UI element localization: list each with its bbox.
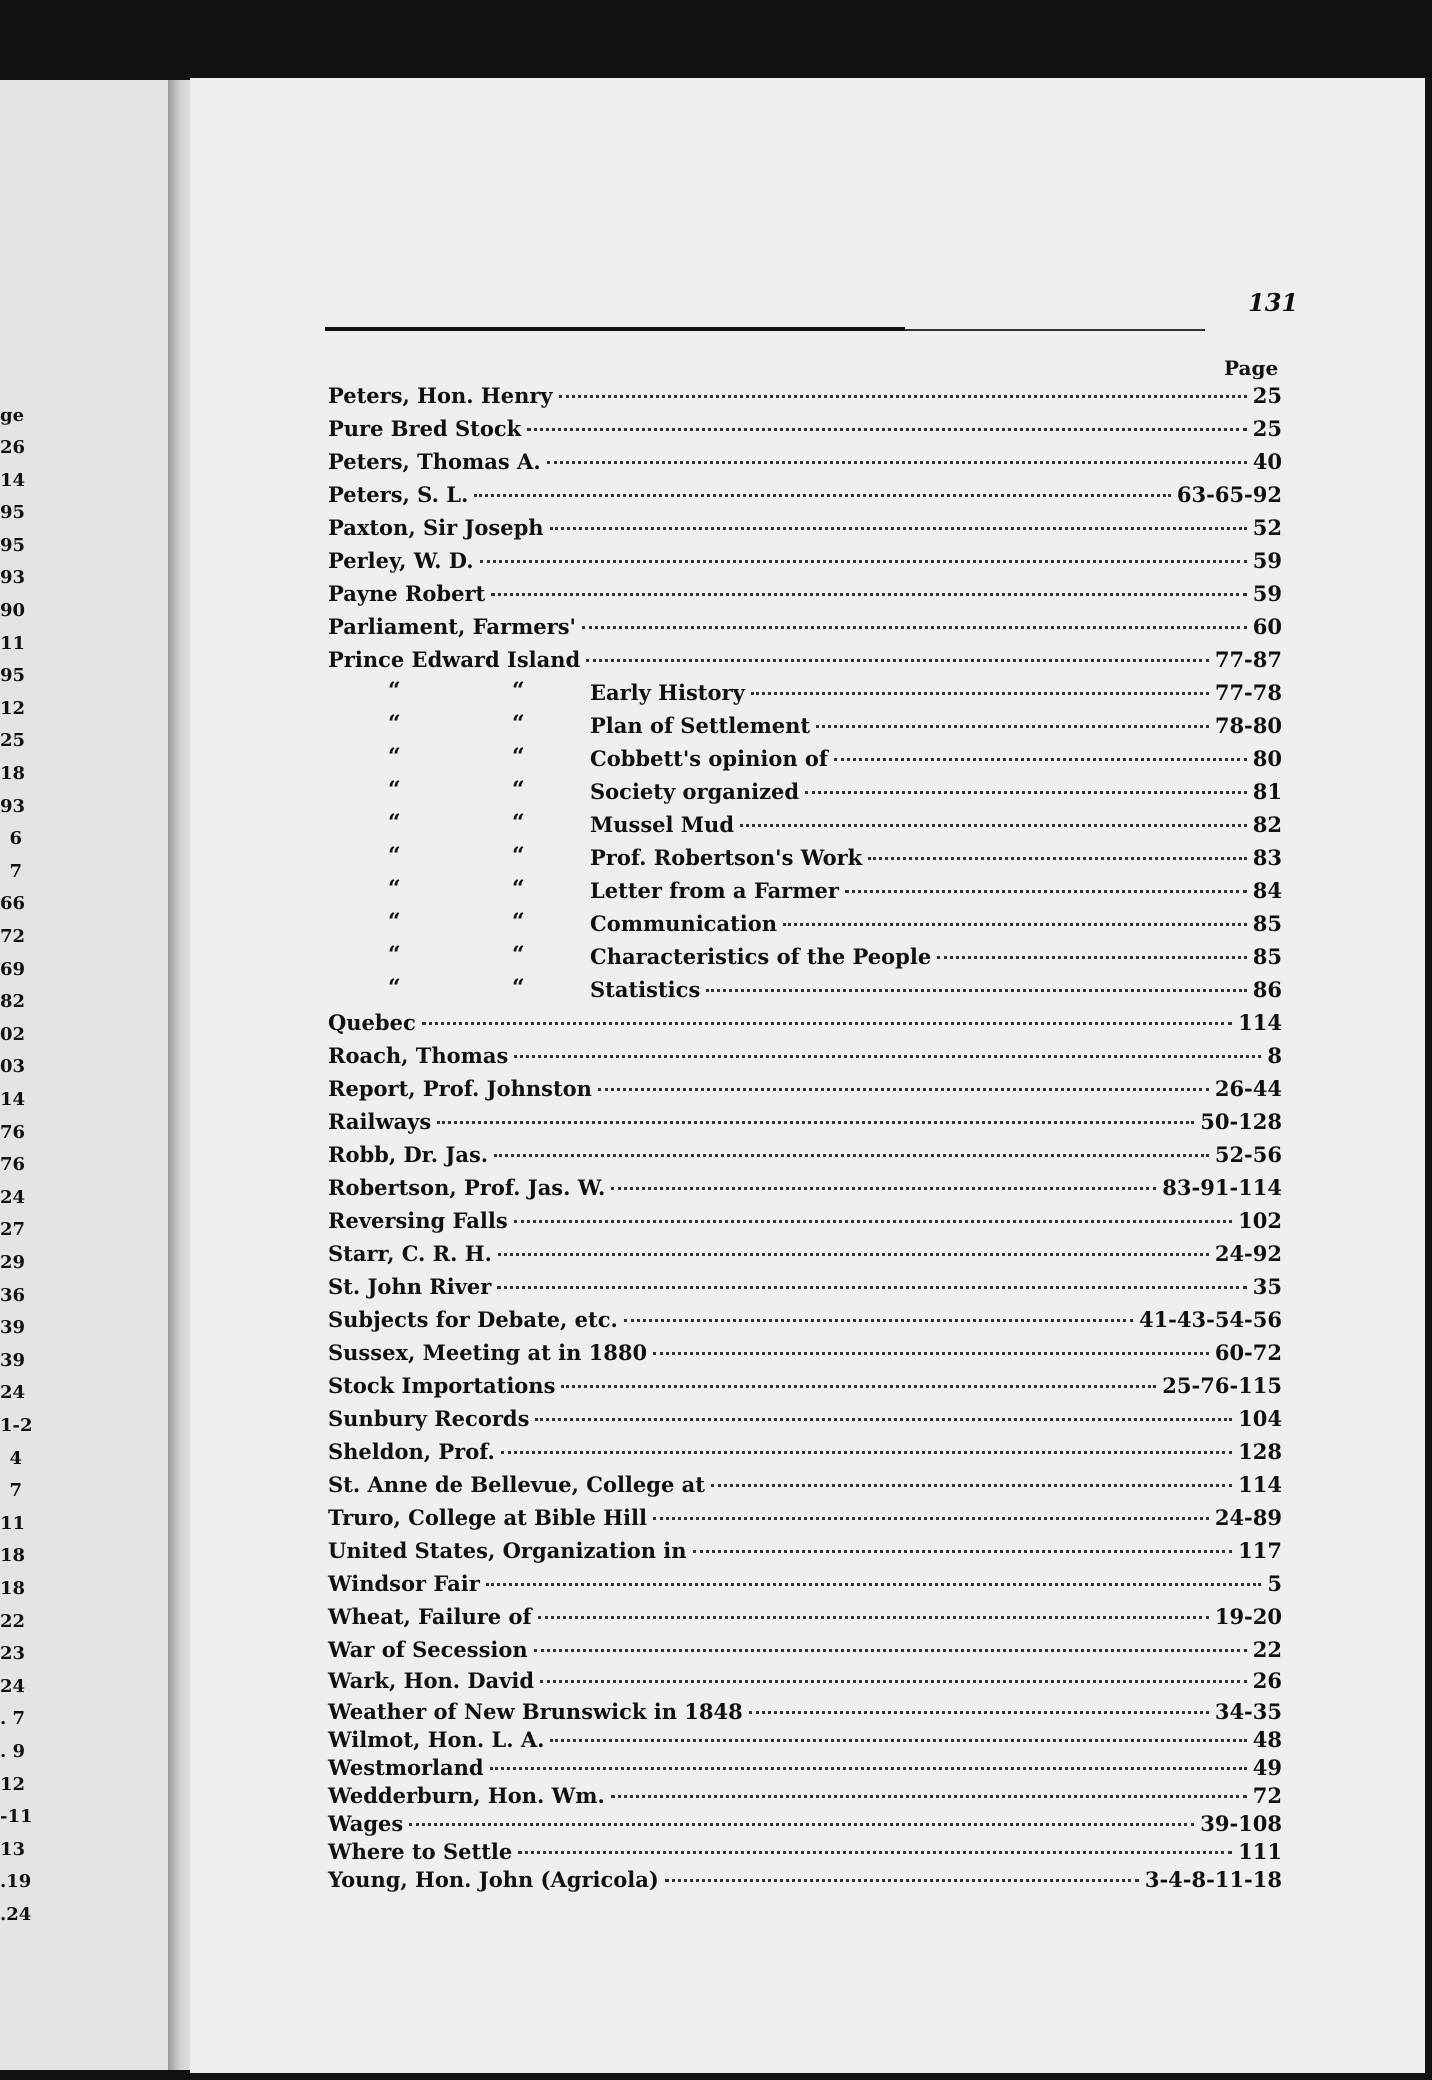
index-subentry: [590, 944, 1282, 974]
ditto-mark-2: “: [512, 909, 525, 935]
ditto-mark-2: “: [512, 876, 525, 902]
index-entry: [328, 1439, 1282, 1469]
entry-pages: 25: [1252, 416, 1282, 441]
entry-label: Wheat, Failure of: [328, 1604, 532, 1629]
dot-leader: [490, 1767, 1247, 1770]
dot-leader: [816, 725, 1209, 728]
left-page-number: 24: [0, 1382, 26, 1404]
entry-pages: 26: [1252, 1668, 1282, 1693]
entry-pages: 48: [1252, 1727, 1282, 1752]
index-entry: [328, 1472, 1282, 1502]
entry-label: Wark, Hon. David: [328, 1668, 535, 1693]
entry-label: St. Anne de Bellevue, College at: [328, 1472, 705, 1497]
dot-leader: [805, 791, 1247, 794]
entry-pages: 25: [1252, 383, 1282, 408]
left-page-number: 7: [9, 860, 22, 882]
entry-pages: 3-4-8-11-18: [1144, 1867, 1282, 1892]
index-entry: [328, 383, 1282, 413]
dot-leader: [498, 1253, 1209, 1256]
entry-pages: 52-56: [1214, 1142, 1282, 1167]
entry-label: Robb, Dr. Jas.: [328, 1142, 489, 1167]
dot-leader: [514, 1055, 1261, 1058]
ditto-mark-2: “: [512, 843, 525, 869]
left-page-header-fragment: ge: [0, 405, 25, 426]
entry-label: Wages: [328, 1811, 404, 1836]
entry-pages: 34-35: [1214, 1699, 1282, 1724]
left-page-number: 76: [0, 1121, 26, 1143]
index-entry: [328, 449, 1282, 479]
entry-pages: 39-108: [1200, 1811, 1282, 1836]
index-entry: [328, 1208, 1282, 1238]
ditto-mark-1: “: [388, 876, 401, 902]
dot-leader: [845, 890, 1247, 893]
index-entry: [328, 1811, 1282, 1841]
left-page-number: 66: [0, 893, 26, 915]
index-entry: [328, 1637, 1282, 1667]
index-subentry: [590, 680, 1282, 710]
left-page-number: 69: [0, 958, 26, 980]
entry-pages: 5: [1267, 1571, 1282, 1596]
index-entry: [328, 1604, 1282, 1634]
header-rule: [325, 327, 905, 331]
left-page-number: 23: [0, 1643, 26, 1665]
left-page-number: 14: [0, 469, 26, 491]
left-page-number: 76: [0, 1154, 26, 1176]
ditto-mark-1: “: [388, 744, 401, 770]
ditto-mark-1: “: [388, 975, 401, 1001]
index-entry: [328, 647, 1282, 677]
left-page-number: 36: [0, 1284, 26, 1306]
entry-label: Roach, Thomas: [328, 1043, 509, 1068]
dot-leader: [538, 1616, 1209, 1619]
dot-leader: [561, 1385, 1156, 1388]
index-subentry: [590, 812, 1282, 842]
left-page-number: 6: [9, 828, 22, 850]
entry-label: Peters, Thomas A.: [328, 449, 541, 474]
dot-leader: [624, 1319, 1133, 1322]
ditto-mark-1: “: [388, 678, 401, 704]
dot-leader: [706, 989, 1247, 992]
left-page-number: 18: [0, 1578, 26, 1599]
entry-label: Where to Settle: [328, 1839, 513, 1864]
dot-leader: [514, 1220, 1233, 1223]
dot-leader: [540, 1680, 1247, 1683]
entry-pages: 60-72: [1214, 1340, 1282, 1365]
dot-leader: [598, 1088, 1209, 1091]
ditto-mark-2: “: [512, 975, 525, 1001]
entry-label: Peters, S. L.: [328, 482, 469, 507]
left-page-number: 90: [0, 600, 26, 621]
dot-leader: [535, 1418, 1232, 1421]
dot-leader: [834, 758, 1247, 761]
entry-label: Westmorland: [328, 1755, 484, 1780]
dot-leader: [474, 494, 1171, 497]
left-page-number: 1-2: [0, 1415, 33, 1436]
index-entry: [328, 1668, 1282, 1698]
entry-label: Reversing Falls: [328, 1208, 508, 1233]
entry-label: Prof. Robertson's Work: [590, 845, 863, 870]
dot-leader: [497, 1286, 1246, 1289]
entry-label: Quebec: [328, 1010, 416, 1035]
index-entry: [328, 1406, 1282, 1436]
entry-pages: 49: [1252, 1755, 1282, 1780]
index-subentry: [590, 977, 1282, 1007]
left-page-number: 12: [0, 1773, 26, 1795]
entry-pages: 60: [1252, 614, 1282, 639]
dot-leader: [486, 1583, 1262, 1586]
entry-pages: 114: [1238, 1010, 1282, 1035]
ditto-mark-2: “: [512, 711, 525, 737]
entry-pages: 84: [1252, 878, 1282, 903]
entry-label: Parliament, Farmers': [328, 614, 576, 639]
entry-pages: 8: [1267, 1043, 1282, 1068]
entry-label: Early History: [590, 680, 745, 705]
left-page-number: 4: [9, 1447, 22, 1469]
entry-label: Communication: [590, 911, 778, 936]
entry-pages: 80: [1252, 746, 1282, 771]
entry-label: Wilmot, Hon. L. A.: [328, 1727, 545, 1752]
index-entry: [328, 1010, 1282, 1040]
dot-leader: [409, 1823, 1194, 1826]
index-subentry: [590, 845, 1282, 875]
entry-pages: 41-43-54-56: [1138, 1307, 1282, 1332]
index-entry: [328, 1839, 1282, 1869]
entry-pages: 128: [1238, 1439, 1282, 1464]
dot-leader: [494, 1154, 1209, 1157]
ditto-mark-1: “: [388, 909, 401, 935]
dot-leader: [422, 1022, 1232, 1025]
dot-leader: [480, 560, 1247, 563]
ditto-mark-2: “: [512, 777, 525, 803]
entry-label: Stock Importations: [328, 1373, 556, 1398]
left-page-number: 02: [0, 1023, 26, 1045]
index-entry: [328, 1142, 1282, 1172]
left-page-number: 72: [0, 926, 26, 947]
entry-label: Pure Bred Stock: [328, 416, 522, 441]
left-page-number: -11: [0, 1806, 33, 1828]
dot-leader: [501, 1451, 1232, 1454]
entry-label: Plan of Settlement: [590, 713, 811, 738]
entry-label: Statistics: [590, 977, 701, 1002]
left-page-number: 39: [0, 1317, 26, 1339]
left-page-number: 39: [0, 1349, 26, 1371]
left-page-number: 95: [0, 502, 26, 524]
entry-pages: 85: [1252, 911, 1282, 936]
left-page-number: 14: [0, 1089, 26, 1110]
entry-pages: 77-87: [1214, 647, 1282, 672]
entry-label: Robertson, Prof. Jas. W.: [328, 1175, 606, 1200]
left-page: [0, 80, 180, 2070]
index-entry: [328, 1109, 1282, 1139]
index-entry: [328, 416, 1282, 446]
entry-pages: 114: [1238, 1472, 1282, 1497]
left-page-number: 18: [0, 1545, 26, 1567]
index-entry: [328, 1867, 1282, 1897]
left-page-number: 03: [0, 1056, 26, 1078]
entry-pages: 26-44: [1214, 1076, 1282, 1101]
entry-label: Cobbett's opinion of: [590, 746, 828, 771]
entry-label: Wedderburn, Hon. Wm.: [328, 1783, 605, 1808]
entry-label: Letter from a Farmer: [590, 878, 839, 903]
entry-label: Windsor Fair: [328, 1571, 480, 1596]
entry-pages: 85: [1252, 944, 1282, 969]
entry-pages: 77-78: [1214, 680, 1282, 705]
dot-leader: [437, 1121, 1194, 1124]
entry-label: Starr, C. R. H.: [328, 1241, 492, 1266]
entry-pages: 24-92: [1214, 1241, 1282, 1266]
ditto-mark-1: “: [388, 942, 401, 968]
entry-label: Subjects for Debate, etc.: [328, 1307, 618, 1332]
dot-leader: [582, 626, 1247, 629]
left-page-number: .24: [0, 1904, 32, 1925]
entry-pages: 81: [1252, 779, 1282, 804]
left-page-number: 24: [0, 1186, 26, 1208]
index-subentry: [590, 911, 1282, 941]
left-page-number: 22: [0, 1610, 26, 1632]
entry-pages: 35: [1252, 1274, 1282, 1299]
dot-leader: [868, 857, 1247, 860]
left-page-number: .19: [0, 1871, 32, 1893]
entry-label: Railways: [328, 1109, 432, 1134]
left-page-number: 95: [0, 534, 26, 556]
left-page-number: 26: [0, 437, 26, 458]
entry-pages: 59: [1252, 581, 1282, 606]
entry-label: Report, Prof. Johnston: [328, 1076, 592, 1101]
index-entry: [328, 1307, 1282, 1337]
entry-label: Weather of New Brunswick in 1848: [328, 1699, 743, 1724]
entry-pages: 22: [1252, 1637, 1282, 1662]
dot-leader: [749, 1711, 1209, 1714]
left-page-number: 13: [0, 1838, 26, 1860]
entry-pages: 117: [1238, 1538, 1282, 1563]
dot-leader: [611, 1187, 1156, 1190]
entry-pages: 50-128: [1200, 1109, 1282, 1134]
dot-leader: [611, 1795, 1247, 1798]
entry-pages: 104: [1238, 1406, 1282, 1431]
left-page-number: 12: [0, 697, 26, 719]
index-entry: [328, 1571, 1282, 1601]
entry-label: Mussel Mud: [590, 812, 735, 837]
entry-label: War of Secession: [328, 1637, 528, 1662]
page-number: 131: [1248, 288, 1299, 317]
left-page-number: . 9: [0, 1741, 26, 1762]
entry-label: Perley, W. D.: [328, 548, 474, 573]
dot-leader: [653, 1352, 1209, 1355]
entry-label: Society organized: [590, 779, 800, 804]
header-rule-thin: [905, 329, 1205, 331]
dot-leader: [783, 923, 1247, 926]
dot-leader: [534, 1649, 1247, 1652]
ditto-mark-1: “: [388, 810, 401, 836]
entry-label: Sheldon, Prof.: [328, 1439, 495, 1464]
entry-pages: 52: [1252, 515, 1282, 540]
dot-leader: [665, 1879, 1139, 1882]
entry-pages: 19-20: [1214, 1604, 1282, 1629]
entry-label: Young, Hon. John (Agricola): [328, 1867, 659, 1892]
dot-leader: [550, 1739, 1246, 1742]
left-page-number: 18: [0, 763, 26, 784]
index-entry: [328, 1783, 1282, 1813]
index-entry: [328, 1241, 1282, 1271]
left-page-number: 27: [0, 1219, 26, 1241]
entry-label: Paxton, Sir Joseph: [328, 515, 544, 540]
page-column-heading: Page: [1224, 356, 1279, 380]
ditto-mark-1: “: [388, 843, 401, 869]
left-page-number: 93: [0, 567, 26, 589]
entry-pages: 72: [1252, 1783, 1282, 1808]
entry-pages: 83-91-114: [1162, 1175, 1282, 1200]
ditto-mark-2: “: [512, 942, 525, 968]
left-page-number: 24: [0, 1675, 26, 1697]
ditto-mark-2: “: [512, 810, 525, 836]
index-subentry: [590, 878, 1282, 908]
entry-label: United States, Organization in: [328, 1538, 687, 1563]
index-entry: [328, 1175, 1282, 1205]
left-page-number: 25: [0, 730, 26, 752]
dot-leader: [740, 824, 1247, 827]
dot-leader: [693, 1550, 1233, 1553]
dot-leader: [550, 527, 1247, 530]
dot-leader: [937, 956, 1247, 959]
entry-pages: 83: [1252, 845, 1282, 870]
entry-pages: 78-80: [1214, 713, 1282, 738]
entry-label: Characteristics of the People: [590, 944, 932, 969]
entry-pages: 25-76-115: [1162, 1373, 1282, 1398]
entry-pages: 40: [1252, 449, 1282, 474]
entry-pages: 86: [1252, 977, 1282, 1002]
index-entry: [328, 1043, 1282, 1073]
index-entry: [328, 482, 1282, 512]
index-entry: [328, 1505, 1282, 1535]
left-page-number: . 7: [0, 1708, 26, 1730]
index-entry: [328, 1755, 1282, 1785]
left-page-number: 7: [9, 1480, 22, 1502]
dot-leader: [491, 593, 1247, 596]
dot-leader: [518, 1851, 1232, 1854]
ditto-mark-2: “: [512, 744, 525, 770]
ditto-mark-1: “: [388, 777, 401, 803]
dot-leader: [559, 395, 1247, 398]
dot-leader: [751, 692, 1209, 695]
index-entry: [328, 581, 1282, 611]
entry-label: Payne Robert: [328, 581, 486, 606]
left-page-number: 11: [0, 632, 26, 654]
dot-leader: [711, 1484, 1232, 1487]
entry-label: Sussex, Meeting at in 1880: [328, 1340, 648, 1365]
entry-label: Prince Edward Island: [328, 647, 581, 672]
ditto-mark-2: “: [512, 678, 525, 704]
entry-pages: 63-65-92: [1176, 482, 1282, 507]
index-entry: [328, 1727, 1282, 1757]
left-page-number: 11: [0, 1512, 26, 1534]
index-entry: [328, 1340, 1282, 1370]
index-subentry: [590, 779, 1282, 809]
left-page-number: 29: [0, 1252, 26, 1273]
index-subentry: [590, 713, 1282, 743]
dot-leader: [586, 659, 1209, 662]
index-entry: [328, 1699, 1282, 1729]
index-entry: [328, 1076, 1282, 1106]
entry-pages: 24-89: [1214, 1505, 1282, 1530]
index-entry: [328, 548, 1282, 578]
index-entry: [328, 1274, 1282, 1304]
dot-leader: [547, 461, 1247, 464]
index-entry: [328, 1538, 1282, 1568]
entry-label: Peters, Hon. Henry: [328, 383, 553, 408]
index-entry: [328, 1373, 1282, 1403]
ditto-mark-1: “: [388, 711, 401, 737]
dot-leader: [527, 428, 1247, 431]
entry-pages: 111: [1238, 1839, 1282, 1864]
entry-label: Truro, College at Bible Hill: [328, 1505, 647, 1530]
entry-pages: 82: [1252, 812, 1282, 837]
index-subentry: [590, 746, 1282, 776]
index-entry: [328, 515, 1282, 545]
entry-pages: 102: [1238, 1208, 1282, 1233]
entry-label: St. John River: [328, 1274, 492, 1299]
left-page-number: 82: [0, 991, 26, 1013]
dot-leader: [653, 1517, 1209, 1520]
index-entry: [328, 614, 1282, 644]
entry-pages: 59: [1252, 548, 1282, 573]
left-page-number: 95: [0, 665, 26, 687]
entry-label: Sunbury Records: [328, 1406, 530, 1431]
left-page-number: 93: [0, 795, 26, 817]
